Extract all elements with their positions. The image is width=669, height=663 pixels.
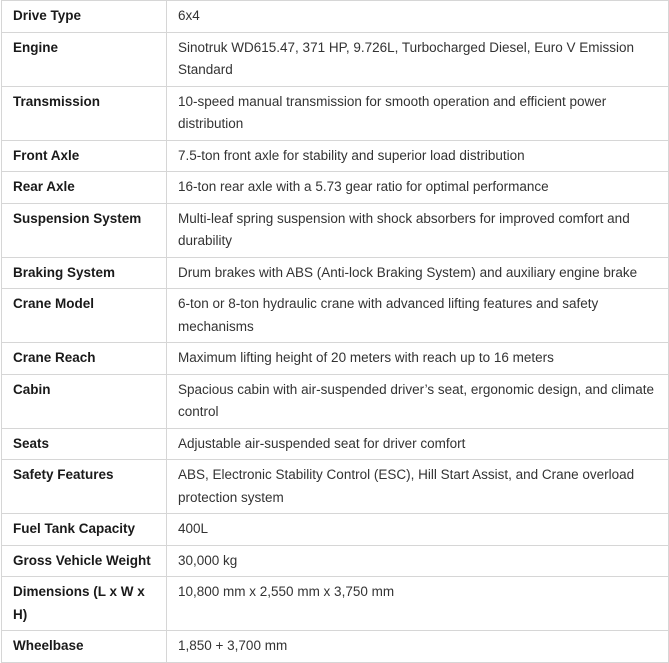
- spec-value: Multi-leaf spring suspension with shock absorbers for improved comfort and durability: [167, 203, 669, 257]
- spec-value: 16-ton rear axle with a 5.73 gear ratio for optimal performance: [167, 172, 669, 204]
- spec-label: Engine: [2, 32, 167, 86]
- table-row: [2, 577, 669, 631]
- spec-value: ABS, Electronic Stability Control (ESC), Hill Start Assist, and Crane overload protection system: [167, 460, 669, 514]
- spec-label: Drive Type: [2, 1, 167, 33]
- spec-label: Transmission: [2, 86, 167, 140]
- spec-value: 1,850 + 3,700 mm: [167, 631, 669, 663]
- spec-value: 10,800 mm x 2,550 mm x 3,750 mm: [167, 577, 669, 631]
- spec-label: Suspension System: [2, 203, 167, 257]
- spec-label: Seats: [2, 428, 167, 460]
- table-row: [2, 428, 669, 460]
- spec-label: Wheelbase: [2, 631, 167, 663]
- spec-label: Fuel Tank Capacity: [2, 514, 167, 546]
- spec-value: 10-speed manual transmission for smooth operation and efficient power distribution: [167, 86, 669, 140]
- spec-value: Drum brakes with ABS (Anti-lock Braking System) and auxiliary engine brake: [167, 257, 669, 289]
- spec-label: Rear Axle: [2, 172, 167, 204]
- spec-value: Spacious cabin with air-suspended driver’s seat, ergonomic design, and climate control: [167, 374, 669, 428]
- spec-value: 7.5-ton front axle for stability and superior load distribution: [167, 140, 669, 172]
- spec-label: Crane Reach: [2, 343, 167, 375]
- spec-label: Crane Model: [2, 289, 167, 343]
- spec-value: Sinotruk WD615.47, 371 HP, 9.726L, Turbocharged Diesel, Euro V Emission Standard: [167, 32, 669, 86]
- spec-label: Dimensions (L x W x H): [2, 577, 167, 631]
- spec-label: Braking System: [2, 257, 167, 289]
- spec-label: Gross Vehicle Weight: [2, 545, 167, 577]
- table-row: [2, 343, 669, 375]
- table-row: [2, 86, 669, 140]
- spec-value: 400L: [167, 514, 669, 546]
- table-row: [2, 514, 669, 546]
- table-row: [2, 374, 669, 428]
- table-row: [2, 32, 669, 86]
- table-row: [2, 460, 669, 514]
- table-row: [2, 257, 669, 289]
- specs-table: [1, 0, 669, 663]
- table-row: [2, 140, 669, 172]
- table-row: [2, 1, 669, 33]
- spec-label: Cabin: [2, 374, 167, 428]
- table-row: [2, 545, 669, 577]
- table-row: [2, 203, 669, 257]
- table-row: [2, 172, 669, 204]
- spec-value: 6-ton or 8-ton hydraulic crane with advanced lifting features and safety mechanisms: [167, 289, 669, 343]
- spec-value: 30,000 kg: [167, 545, 669, 577]
- spec-value: Maximum lifting height of 20 meters with reach up to 16 meters: [167, 343, 669, 375]
- spec-label: Front Axle: [2, 140, 167, 172]
- table-row: [2, 631, 669, 663]
- spec-value: 6x4: [167, 1, 669, 33]
- spec-value: Adjustable air-suspended seat for driver comfort: [167, 428, 669, 460]
- spec-label: Safety Features: [2, 460, 167, 514]
- table-row: [2, 289, 669, 343]
